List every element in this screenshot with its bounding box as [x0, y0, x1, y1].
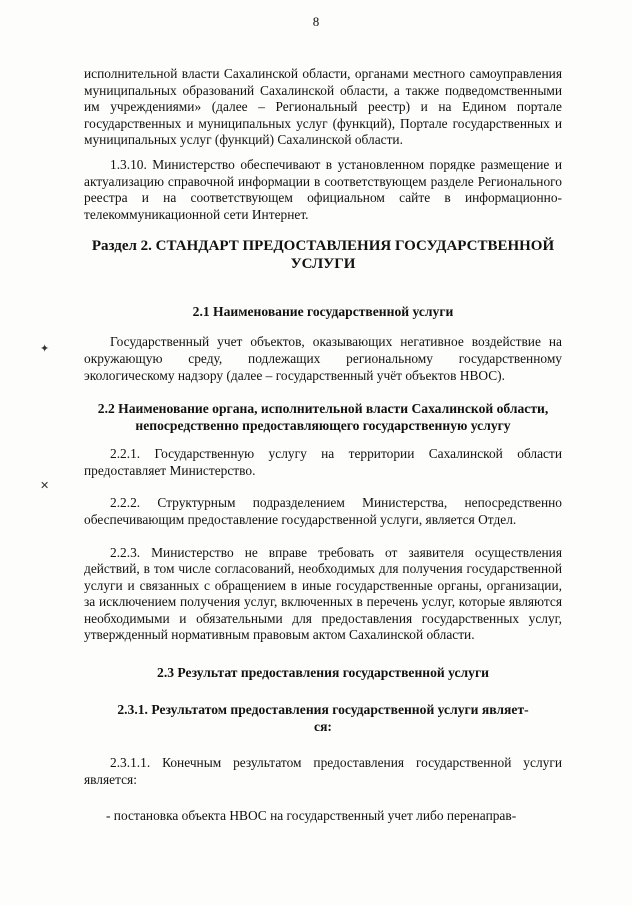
- paragraph: 2.3.1.1. Конечным результатом предоставления государственной услуги является:: [84, 755, 562, 787]
- subsection-heading: 2.3 Результат предоставления государственной услуги: [157, 665, 489, 681]
- paragraph: 2.2.1. Государственную услугу на территории Сахалинской области предоставляет Министерство.: [84, 446, 562, 478]
- page-number: 8: [312, 14, 320, 29]
- document-body: [84, 66, 562, 825]
- subsection-heading: 2.2 Наименование органа, исполнительной власти Сахалинской области, непосредственно предоставляющего государственную услугу: [97, 401, 549, 434]
- subsection-heading: 2.1 Наименование государственной услуги: [192, 304, 454, 320]
- subsection-heading: 2.3.1. Результатом предоставления государственной услуги являет-ся:: [117, 702, 529, 735]
- paragraph: 2.2.3. Министерство не вправе требовать от заявителя осуществления действий, в том числе согласований, необходимых для получения государственной услуги и связанных с обращением в иные государственные органы, организации, за исключением получения услуг, включенных в перечень услуг, которые являются необходимыми и обязательными для предоставления государственных услуг, утвержденный нормативным правовым актом Сахалинской области.: [84, 544, 562, 643]
- section-heading: Раздел 2. СТАНДАРТ ПРЕДОСТАВЛЕНИЯ ГОСУДАРСТВЕННОЙ УСЛУГИ: [91, 238, 555, 273]
- paragraph: 1.3.10. Министерство обеспечивают в установленном порядке размещение и актуализацию справочной информации в соответствующем разделе Регионального реестра и на соответствующем официальном сайте в информационно-телекоммуникационной сети Интернет.: [84, 156, 562, 222]
- margin-mark-icon: ✦: [40, 342, 50, 355]
- paragraph: Государственный учет объектов, оказывающих негативное воздействие на окружающую среду, подлежащих региональному государственному экологическому надзору (далее – государственный учёт объектов НВОС).: [84, 334, 562, 383]
- list-item: - постановка объекта НВОС на государственный учет либо перенаправ-: [106, 808, 517, 824]
- margin-mark-icon: ✕: [40, 479, 50, 492]
- paragraph: исполнительной власти Сахалинской области, органами местного самоуправления муниципальных образований Сахалинской области, а также подведомственными им учреждениями» (далее – Региональный реестр) и на Едином портале государственных и муниципальных услуг (функций), Портале государственных и муниципальных услуг (функций) Сахалинской области.: [84, 66, 562, 148]
- paragraph: 2.2.2. Структурным подразделением Министерства, непосредственно обеспечивающим предоставление государственной услуги, является Отдел.: [84, 495, 562, 527]
